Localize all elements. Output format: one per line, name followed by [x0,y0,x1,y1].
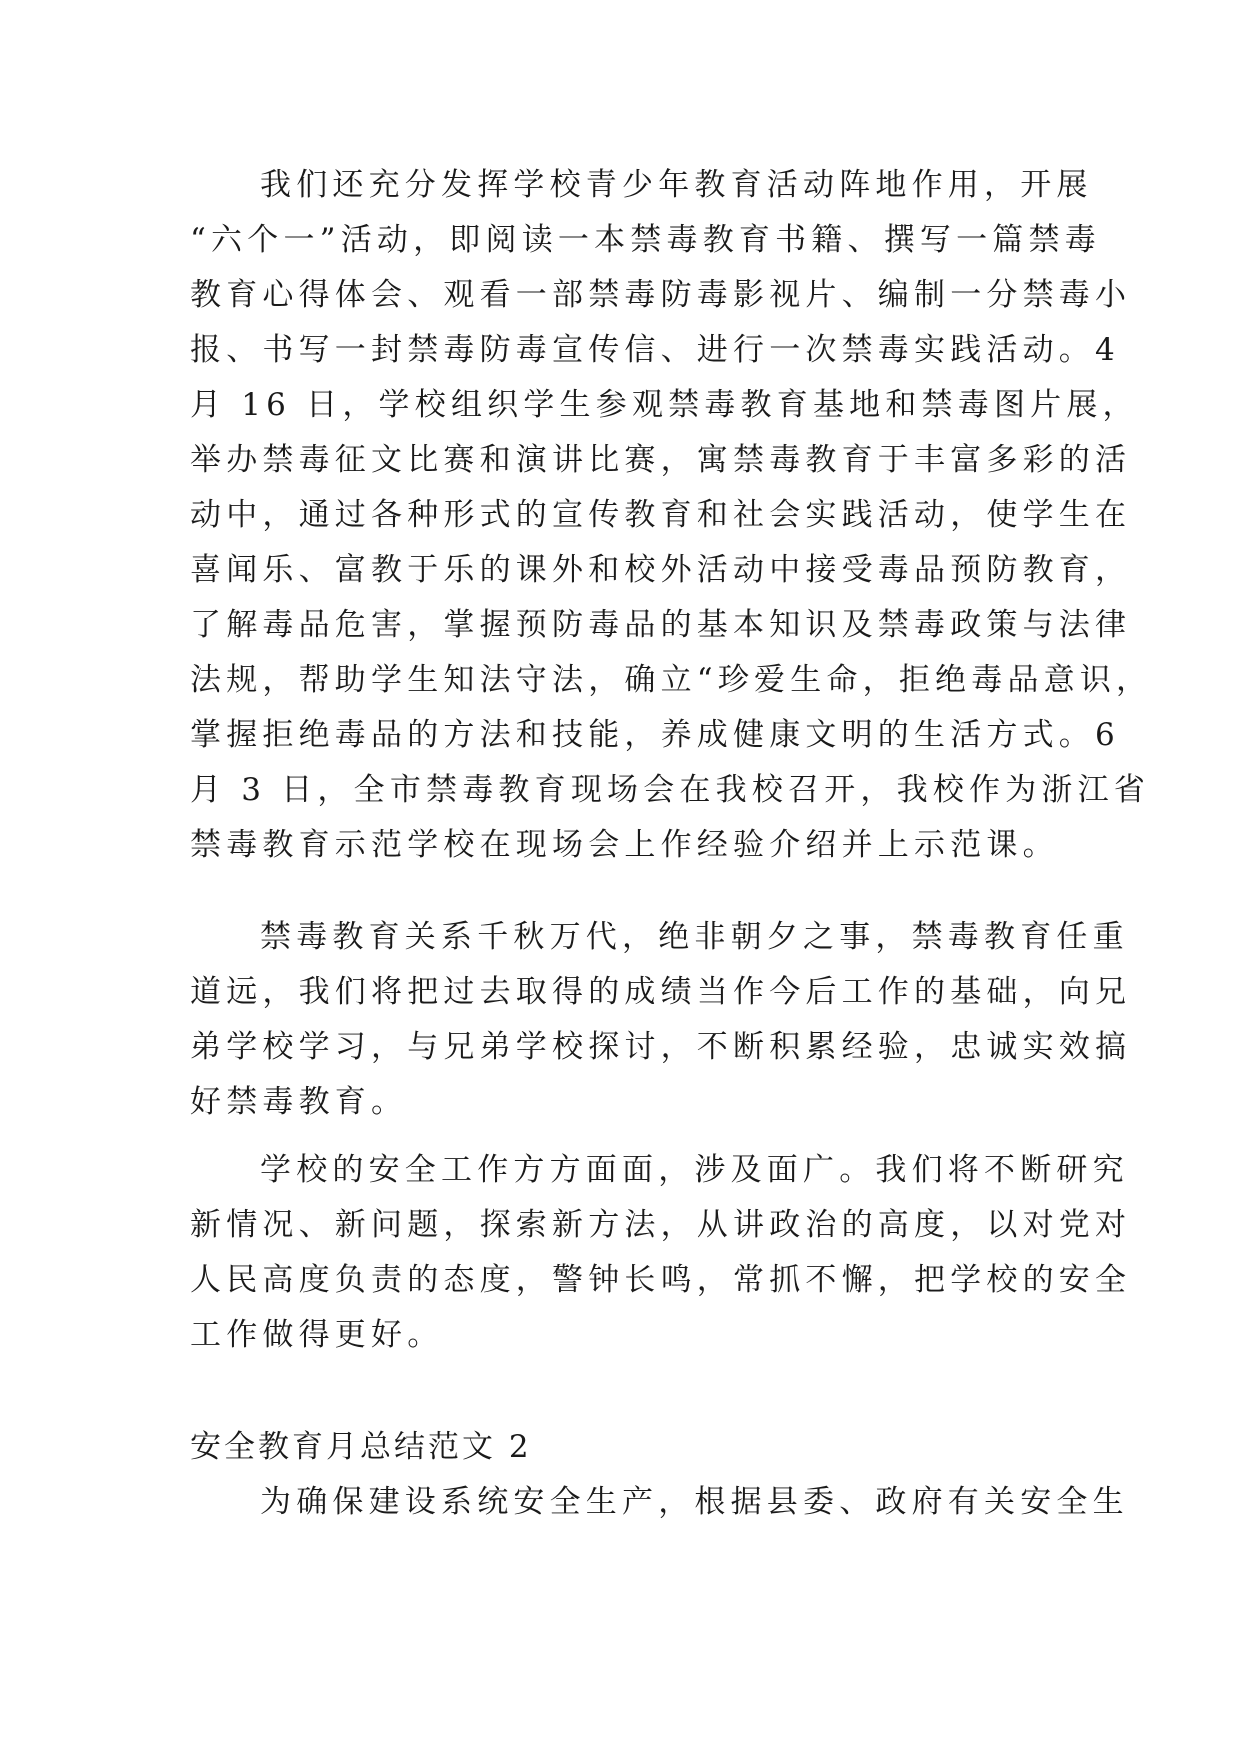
text-line: 法规，帮助学生知法守法，确立“珍爱生命，拒绝毒品意识， [190,662,1153,698]
text-line: 掌握拒绝毒品的方法和技能，养成健康文明的生活方式。6 [190,717,1120,753]
text-line: 人民高度负责的态度，警钟长鸣，常抓不懈，把学校的安全 [190,1262,1132,1298]
text-line: 教育心得体会、观看一部禁毒防毒影视片、编制一分禁毒小 [190,277,1132,313]
text-line: 道远，我们将把过去取得的成绩当作今后工作的基础，向兄 [190,974,1132,1010]
paragraph-drug-prevention-activities [190,158,1153,873]
text-line: “六个一”活动，即阅读一本禁毒教育书籍、撰写一篇禁毒 [190,222,1101,258]
text-line: 好禁毒教育。 [190,1084,408,1120]
text-line: 动中，通过各种形式的宣传教育和社会实践活动，使学生在 [190,497,1132,533]
text-line: 举办禁毒征文比赛和演讲比赛，寓禁毒教育于丰富多彩的活 [190,442,1132,478]
text-line: 月 3 日，全市禁毒教育现场会在我校召开，我校作为浙江省 [190,772,1151,808]
text-line: 禁毒教育关系千秋万代，绝非朝夕之事，禁毒教育任重 [260,919,1129,955]
text-line: 弟学校学习，与兄弟学校探讨，不断积累经验，忠诚实效搞 [190,1029,1132,1065]
text-line: 报、书写一封禁毒防毒宣传信、进行一次禁毒实践活动。4 [190,332,1120,368]
paragraph-construction-safety-intro [190,1475,1129,1530]
text-line: 学校的安全工作方方面面，涉及面广。我们将不断研究 [260,1152,1129,1188]
section-title: 安全教育月总结范文 2 [190,1429,532,1465]
text-line: 了解毒品危害，掌握预防毒品的基本知识及禁毒政策与法律 [190,607,1132,643]
text-line: 为确保建设系统安全生产，根据县委、政府有关安全生 [260,1484,1129,1520]
text-line: 禁毒教育示范学校在现场会上作经验介绍并上示范课。 [190,827,1059,863]
text-line: 喜闻乐、富教于乐的课外和校外活动中接受毒品预防教育， [190,552,1132,588]
paragraph-drug-education-outlook [190,910,1132,1130]
text-line: 新情况、新问题，探索新方法，从讲政治的高度，以对党对 [190,1207,1132,1243]
text-line: 我们还充分发挥学校青少年教育活动阵地作用，开展 [260,167,1093,203]
paragraph-school-safety-summary [190,1143,1132,1363]
text-line: 工作做得更好。 [190,1317,444,1353]
text-line: 月 16 日，学校组织学生参观禁毒教育基地和禁毒图片展， [190,387,1139,423]
